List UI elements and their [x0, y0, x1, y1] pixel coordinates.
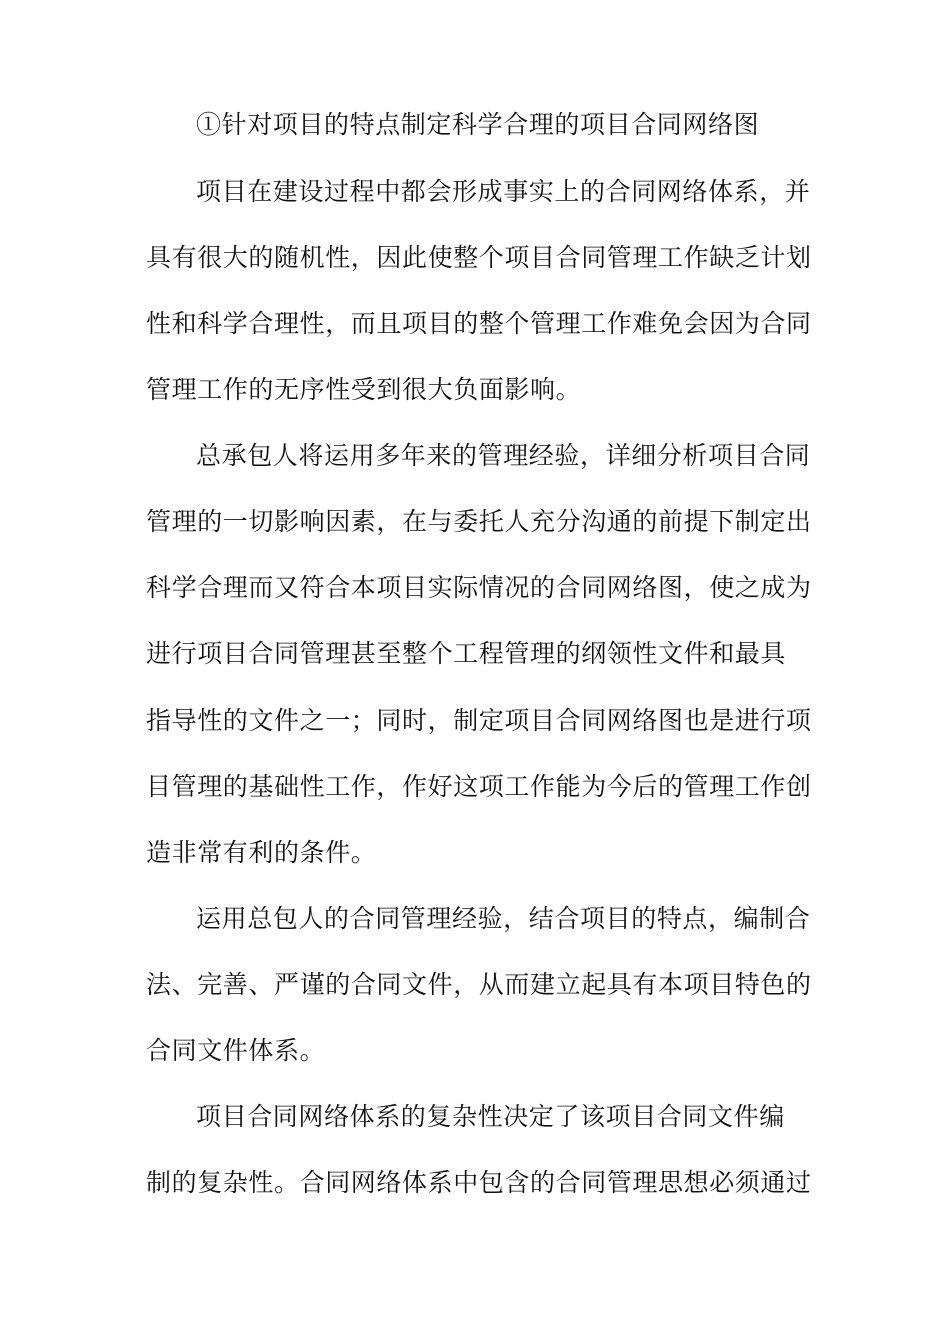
- paragraph-4-line-1: 项目合同网络体系的复杂性决定了该项目合同文件编: [196, 1102, 785, 1131]
- paragraph-1-line-4: 管理工作的无序性受到很大负面影响。: [146, 375, 582, 404]
- paragraph-2-line-3: 科学合理而又符合本项目实际情况的合同网络图，使之成为: [146, 573, 812, 602]
- paragraph-1-line-3: 性和科学合理性，而且项目的整个管理工作难免会因为合同: [146, 309, 812, 338]
- paragraph-2-line-2: 管理的一切影响因素，在与委托人充分沟通的前提下制定出: [146, 507, 812, 536]
- paragraph-2-line-6: 目管理的基础性工作，作好这项工作能为今后的管理工作创: [146, 772, 812, 801]
- paragraph-4-line-2: 制的复杂性。合同网络体系中包含的合同管理思想必须通过: [146, 1168, 812, 1197]
- paragraph-1-line-2: 具有很大的随机性，因此使整个项目合同管理工作缺乏计划: [146, 243, 812, 272]
- paragraph-3-line-2: 法、完善、严谨的合同文件，从而建立起具有本项目特色的: [146, 970, 812, 999]
- paragraph-3-line-1: 运用总包人的合同管理经验，结合项目的特点，编制合: [196, 904, 811, 933]
- section-heading: ①针对项目的特点制定科学合理的项目合同网络图: [196, 110, 760, 139]
- paragraph-2-line-4: 进行项目合同管理甚至整个工程管理的纲领性文件和最具: [146, 639, 787, 668]
- paragraph-1-line-1: 项目在建设过程中都会形成事实上的合同网络体系，并: [196, 177, 811, 206]
- paragraph-2-line-5: 指导性的文件之一；同时，制定项目合同网络图也是进行项: [146, 706, 812, 735]
- paragraph-2-line-7: 造非常有利的条件。: [146, 838, 377, 867]
- paragraph-2-line-1: 总承包人将运用多年来的管理经验，详细分析项目合同: [196, 441, 811, 470]
- paragraph-3-line-3: 合同文件体系。: [146, 1036, 326, 1065]
